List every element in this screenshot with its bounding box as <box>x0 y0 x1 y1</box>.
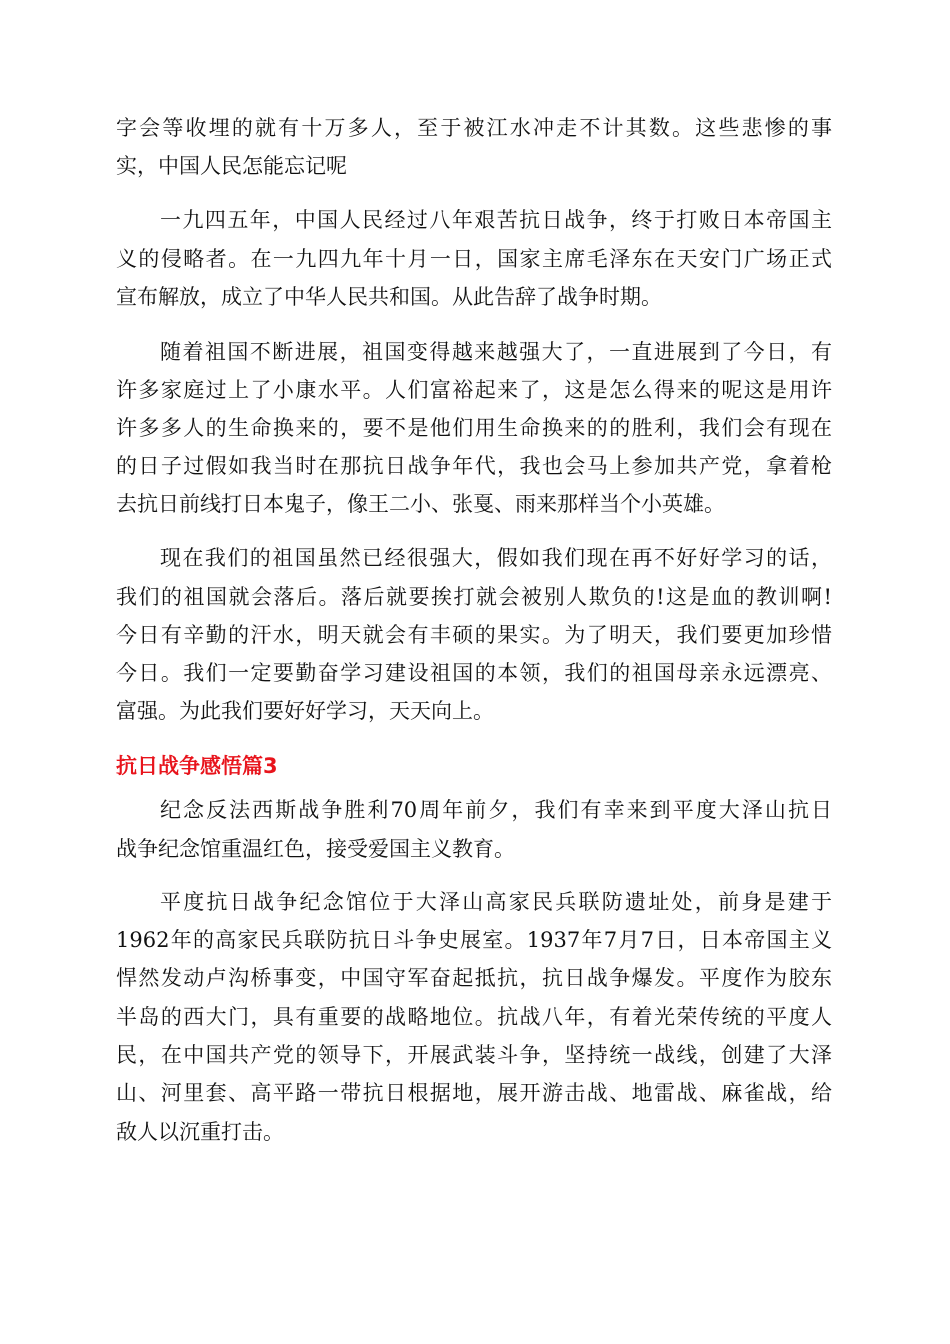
text-line: 今日有辛勤的汗水，明天就会有丰硕的果实。为了明天，我们要更加珍惜 <box>116 623 832 647</box>
text-line: 平度抗日战争纪念馆位于大泽山高家民兵联防遗址处，前身是建于 <box>160 890 832 914</box>
text-line: 义的侵略者。在一九四九年十月一日，国家主席毛泽东在天安门广场正式 <box>116 247 832 271</box>
text-line: 现在我们的祖国虽然已经很强大，假如我们现在再不好好学习的话， <box>160 546 832 570</box>
text-line: 1962年的高家民兵联防抗日斗争史展室。1937年7月7日，日本帝国主义 <box>116 928 832 952</box>
text-line: 的日子过假如我当时在那抗日战争年代，我也会马上参加共产党，拿着枪 <box>116 454 832 478</box>
text-line: 一九四五年，中国人民经过八年艰苦抗日战争，终于打败日本帝国主 <box>160 208 832 232</box>
text-line: 字会等收埋的就有十万多人，至于被江水冲走不计其数。这些悲惨的事 <box>116 116 832 140</box>
text-line: 战争纪念馆重温红色，接受爱国主义教育。 <box>116 837 515 861</box>
text-line: 去抗日前线打日本鬼子，像王二小、张戛、雨来那样当个小英雄。 <box>116 492 725 516</box>
text-line: 今日。我们一定要勤奋学习建设祖国的本领，我们的祖国母亲永远漂亮、 <box>116 661 832 685</box>
text-line: 山、河里套、高平路一带抗日根据地，展开游击战、地雷战、麻雀战，给 <box>116 1081 832 1105</box>
text-line: 富强。为此我们要好好学习，天天向上。 <box>116 699 494 723</box>
text-line: 民，在中国共产党的领导下，开展武装斗争，坚持统一战线，创建了大泽 <box>116 1043 832 1067</box>
text-line: 半岛的西大门，具有重要的战略地位。抗战八年，有着光荣传统的平度人 <box>116 1005 832 1029</box>
text-line: 悍然发动卢沟桥事变，中国守军奋起抵抗，抗日战争爆发。平度作为胶东 <box>116 966 832 990</box>
text-line: 敌人以沉重打击。 <box>116 1120 284 1144</box>
section-heading: 抗日战争感悟篇3 <box>116 754 278 778</box>
text-line: 纪念反法西斯战争胜利70周年前夕，我们有幸来到平度大泽山抗日 <box>160 798 832 822</box>
text-line: 实，中国人民怎能忘记呢 <box>116 154 347 178</box>
text-line: 随着祖国不断进展，祖国变得越来越强大了，一直进展到了今日，有 <box>160 340 832 364</box>
text-line: 许多多人的生命换来的，要不是他们用生命换来的的胜利，我们会有现在 <box>116 416 832 440</box>
text-line: 许多家庭过上了小康水平。人们富裕起来了，这是怎么得来的呢这是用许 <box>116 378 832 402</box>
text-line: 宣布解放，成立了中华人民共和国。从此告辞了战争时期。 <box>116 285 662 309</box>
text-line: 我们的祖国就会落后。落后就要挨打就会被别人欺负的!这是血的教训啊! <box>116 585 832 609</box>
